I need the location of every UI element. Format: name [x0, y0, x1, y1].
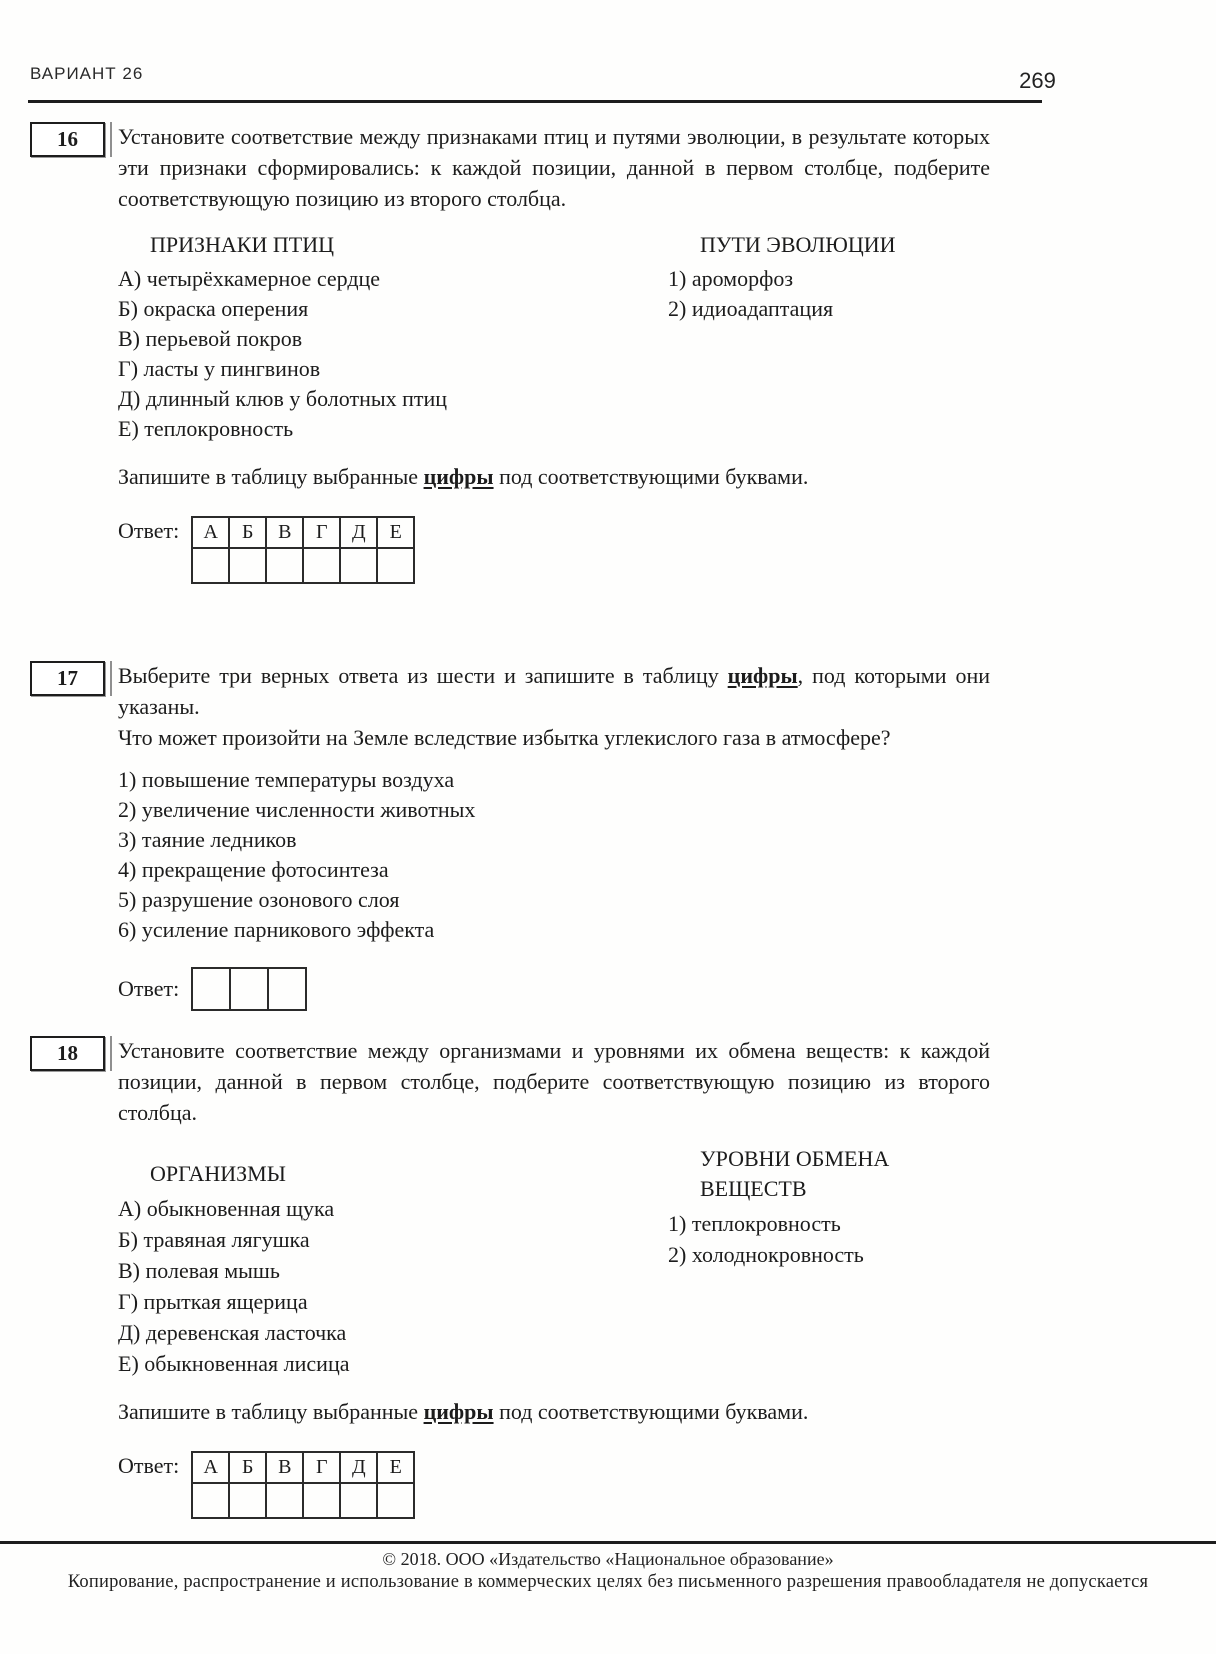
question-16	[30, 121, 990, 584]
answer-header-cell: В	[266, 1452, 303, 1483]
intro-keyword: цифры	[727, 663, 798, 688]
question-18-right-column	[668, 1144, 990, 1379]
question-18-note	[118, 1397, 990, 1427]
match-item: 1) ароморфоз	[668, 266, 794, 291]
option-item: 5) разрушение озонового слоя	[118, 887, 400, 912]
answer-label: Ответ:	[118, 1453, 180, 1478]
question-18-number-box: 18	[30, 1036, 105, 1071]
question-17	[30, 660, 990, 1011]
header-rule	[28, 100, 1042, 103]
question-18-intro: Установите соответствие между организмами и уровнями их обмена веществ: к каждой позиции, данной в первом столбце, подберите соответствующую позицию из второго столбца.	[118, 1038, 990, 1125]
answer-empty-cell	[377, 1483, 414, 1518]
question-16-left-column	[118, 230, 668, 444]
footer-copyright: © 2018. ООО «Издательство «Национальное образование»	[382, 1549, 834, 1569]
question-18-right-header	[668, 1144, 990, 1204]
page-content	[30, 121, 990, 1519]
answer-empty-cell	[377, 548, 414, 583]
answer-empty-cell	[229, 1483, 266, 1518]
match-item: 1) теплокровность	[668, 1211, 841, 1236]
answer-header-cell: Е	[377, 1452, 414, 1483]
answer-empty-cell	[340, 548, 377, 583]
match-item: Д) длинный клюв у болотных птиц	[118, 386, 448, 411]
answer-empty-cell	[303, 1483, 340, 1518]
question-18-answer-block	[118, 1449, 990, 1519]
note-text: Запишите в таблицу выбранные	[118, 464, 424, 489]
intro-text: , под которыми они указаны.	[118, 663, 990, 719]
match-item: Е) обыкновенная лисица	[118, 1351, 350, 1376]
answer-header-cell: Д	[340, 1452, 377, 1483]
match-item: А) обыкновенная щука	[118, 1196, 335, 1221]
page-footer	[0, 1541, 1216, 1593]
footer-rule	[0, 1541, 1216, 1544]
variant-label: ВАРИАНТ 26	[30, 64, 144, 83]
answer-empty-cell	[303, 548, 340, 583]
match-item: В) перьевой покров	[118, 326, 303, 351]
answer-header-cell: Г	[303, 517, 340, 548]
answer-header-cell: А	[192, 517, 229, 548]
question-16-right-header: ПУТИ ЭВОЛЮЦИИ	[700, 232, 896, 257]
note-keyword: цифры	[423, 1399, 494, 1424]
question-17-answer-block	[118, 967, 990, 1011]
right-header-line: ВЕЩЕСТВ	[700, 1176, 807, 1201]
answer-empty-cell	[192, 548, 229, 583]
match-item: Д) деревенская ласточка	[118, 1320, 347, 1345]
match-item: Б) травяная лягушка	[118, 1227, 310, 1252]
option-item: 4) прекращение фотосинтеза	[118, 857, 389, 882]
footer-legal-notice: Копирование, распространение и использование в коммерческих целях без письменного разрешения правообладателя не допускается	[67, 1572, 1149, 1592]
answer-table-header-row	[192, 1452, 414, 1483]
intro-text: Выберите три верных ответа из шести и запишите в таблицу	[118, 663, 728, 688]
answer-empty-cell	[229, 548, 266, 583]
question-18-match-columns	[118, 1144, 990, 1379]
note-text: под соответствующими буквами.	[493, 1399, 809, 1424]
match-item: 2) холоднокровность	[668, 1242, 864, 1267]
note-text: под соответствующими буквами.	[493, 464, 809, 489]
match-item: Е) теплокровность	[118, 416, 294, 441]
page-number: 269	[1019, 68, 1056, 93]
question-18-left-column	[118, 1144, 668, 1379]
note-text: Запишите в таблицу выбранные	[118, 1399, 424, 1424]
question-16-intro: Установите соответствие между признаками птиц и путями эволюции, в результате которых эти признаки сформировались: к каждой позиции, данной в первом столбце, подберите соответствующую позицию из второго столбца.	[118, 124, 990, 211]
question-16-answer-block	[118, 514, 990, 584]
question-17-options	[118, 765, 990, 945]
question-17-answer-table	[191, 967, 307, 1011]
option-item: 2) увеличение численности животных	[118, 797, 476, 822]
question-16-match-columns	[118, 230, 990, 444]
answer-header-cell: Д	[340, 517, 377, 548]
question-17-number-box: 17	[30, 661, 105, 696]
note-keyword: цифры	[423, 464, 494, 489]
answer-empty-cell	[230, 968, 268, 1010]
answer-header-cell: Г	[303, 1452, 340, 1483]
match-item: 2) идиоадаптация	[668, 296, 834, 321]
answer-header-cell: А	[192, 1452, 229, 1483]
answer-empty-cell	[192, 1483, 229, 1518]
answer-table-input-row	[192, 548, 414, 583]
page-header	[30, 62, 1186, 96]
answer-header-cell: Б	[229, 517, 266, 548]
answer-empty-cell	[266, 548, 303, 583]
option-item: 6) усиление парникового эффекта	[118, 917, 435, 942]
answer-header-cell: В	[266, 517, 303, 548]
question-16-answer-table	[191, 516, 415, 584]
match-item: А) четырёхкамерное сердце	[118, 266, 381, 291]
question-16-note	[118, 462, 990, 492]
answer-table-header-row	[192, 517, 414, 548]
question-18-left-header: ОРГАНИЗМЫ	[150, 1161, 286, 1186]
question-16-right-column	[668, 230, 990, 444]
answer-label: Ответ:	[118, 976, 180, 1001]
question-18	[30, 1035, 990, 1519]
question-17-intro	[118, 660, 990, 722]
answer-empty-cell	[192, 968, 230, 1010]
answer-table-input-row	[192, 1483, 414, 1518]
question-17-question-text: Что может произойти на Земле вследствие избытка углекислого газа в атмосфере?	[118, 725, 891, 750]
answer-header-cell: Е	[377, 517, 414, 548]
match-item: В) полевая мышь	[118, 1258, 280, 1283]
answer-empty-cell	[266, 1483, 303, 1518]
question-18-answer-table	[191, 1451, 415, 1519]
answer-empty-cell	[268, 968, 306, 1010]
match-item: Б) окраска оперения	[118, 296, 309, 321]
right-header-line: УРОВНИ ОБМЕНА	[700, 1146, 890, 1171]
answer-table-input-row	[192, 968, 306, 1010]
question-16-left-header: ПРИЗНАКИ ПТИЦ	[150, 232, 334, 257]
match-item: Г) прыткая ящерица	[118, 1289, 308, 1314]
match-item: Г) ласты у пингвинов	[118, 356, 321, 381]
option-item: 1) повышение температуры воздуха	[118, 767, 455, 792]
question-16-number-box: 16	[30, 122, 105, 157]
answer-empty-cell	[340, 1483, 377, 1518]
option-item: 3) таяние ледников	[118, 827, 297, 852]
answer-label: Ответ:	[118, 518, 180, 543]
answer-header-cell: Б	[229, 1452, 266, 1483]
